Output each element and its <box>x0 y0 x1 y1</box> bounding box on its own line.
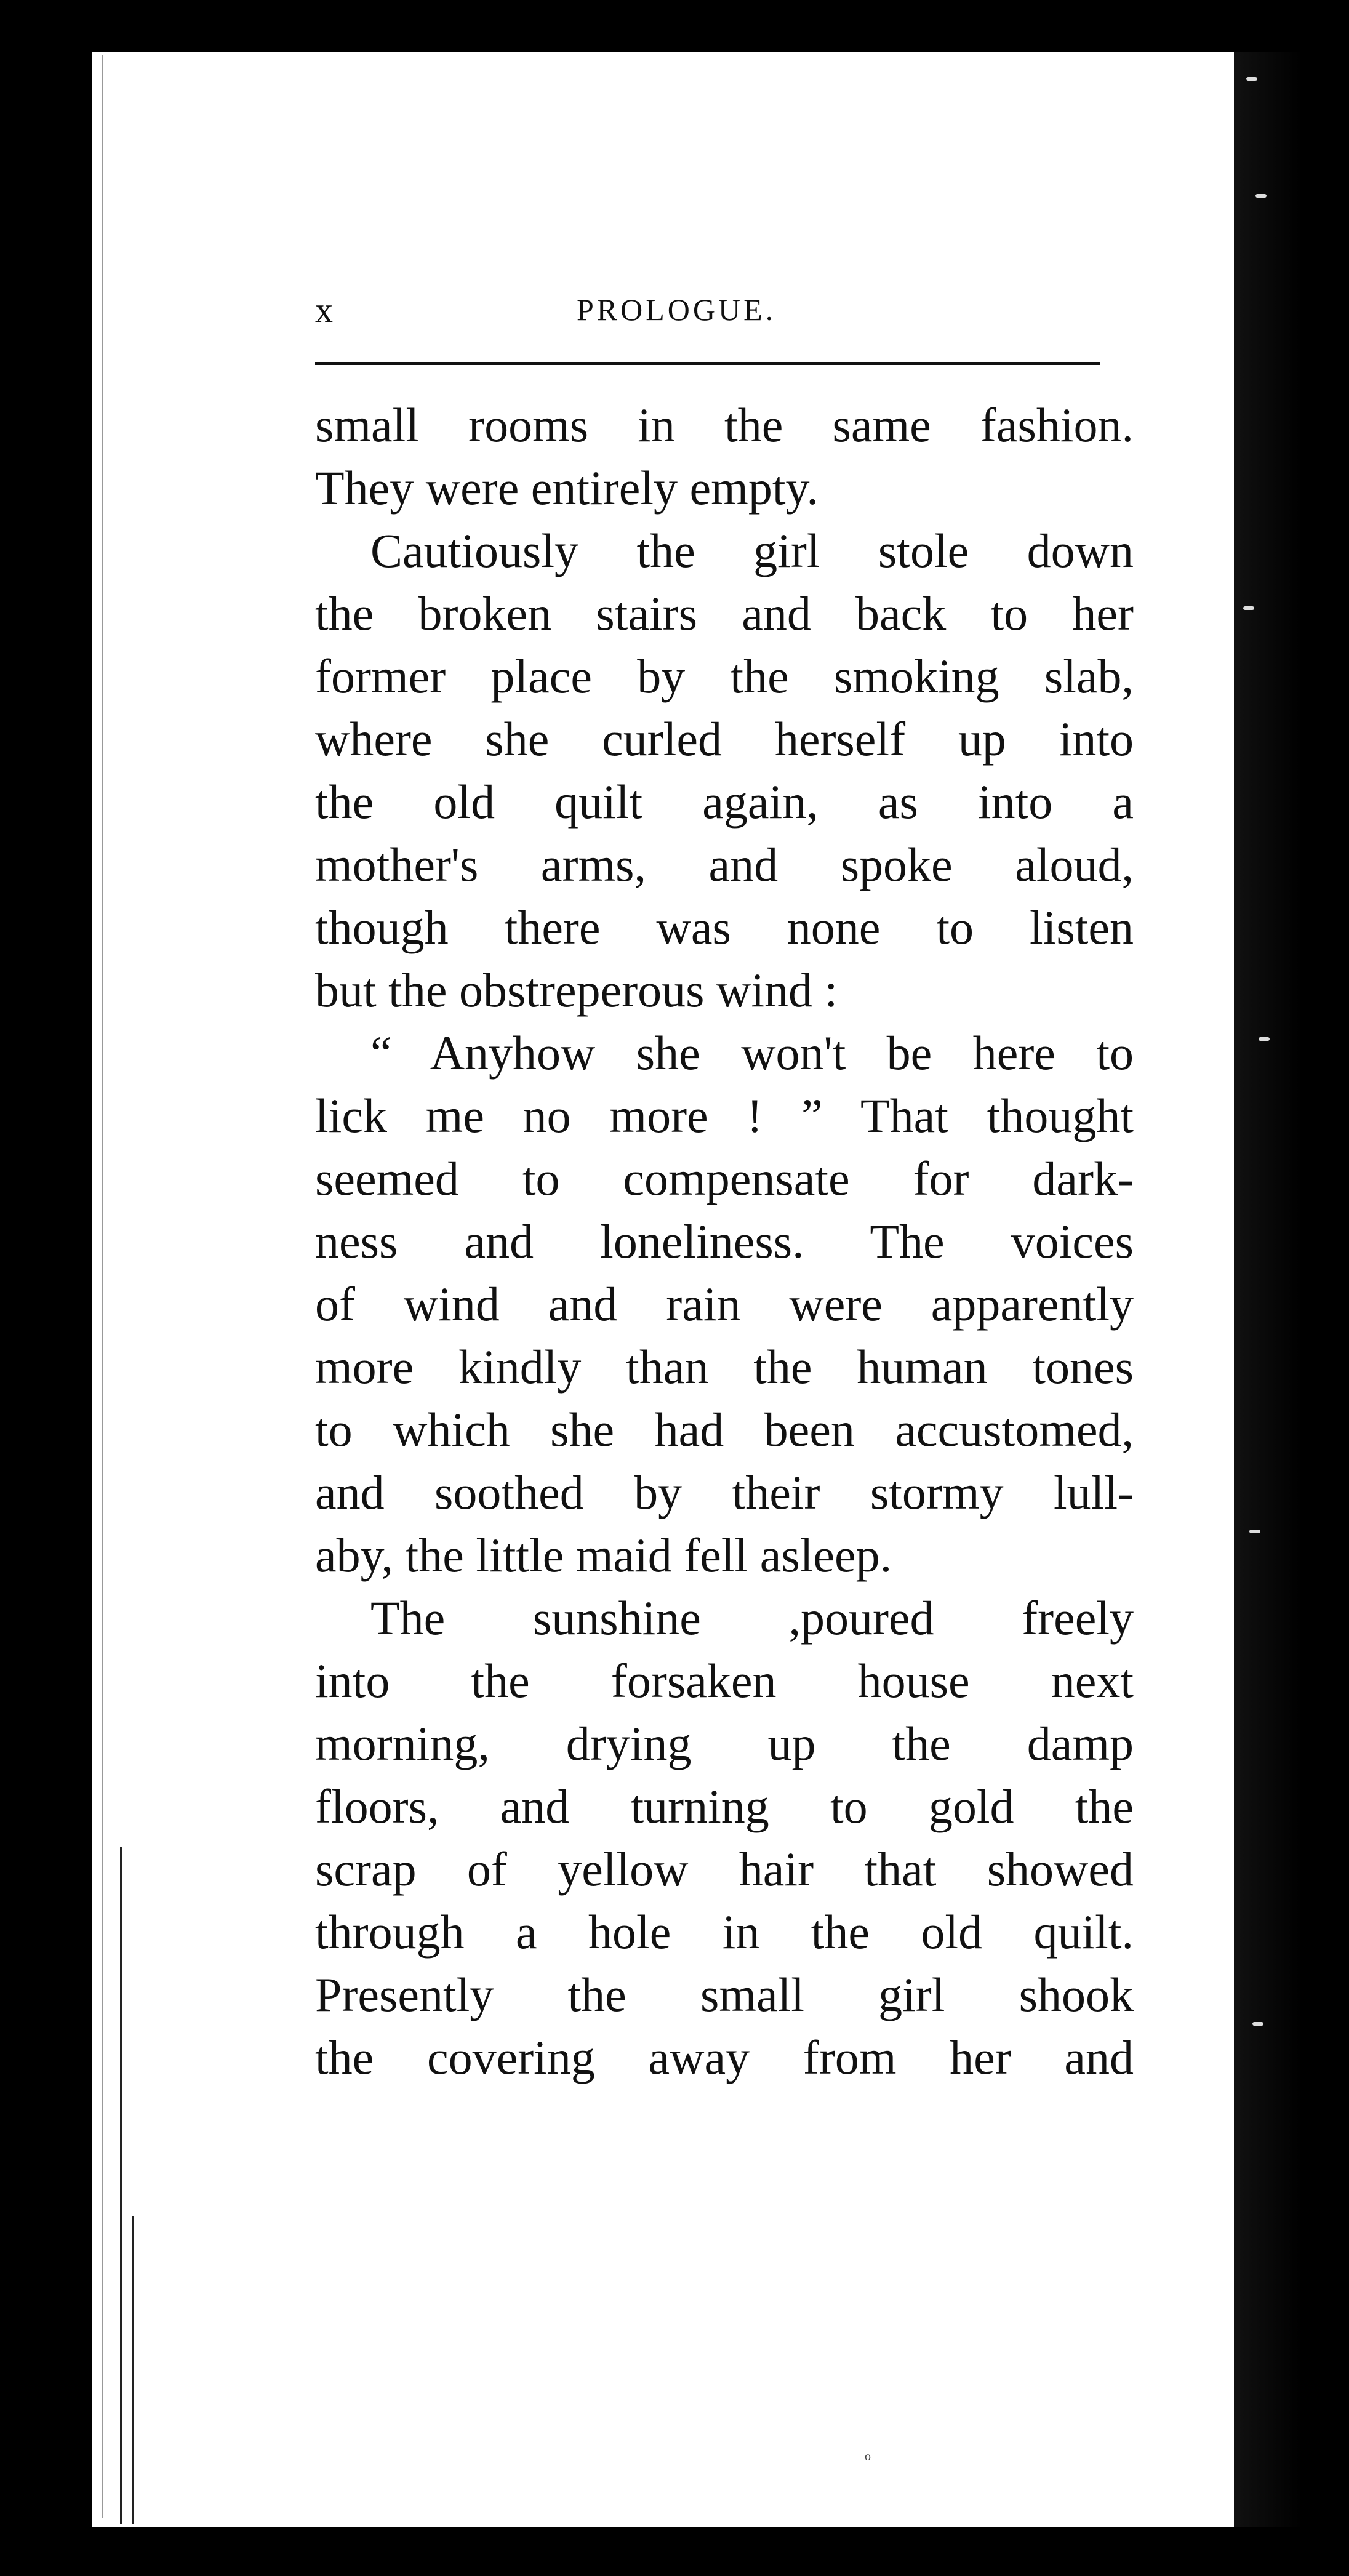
edge-speck <box>1243 606 1254 610</box>
text-line: They were entirely empty. <box>315 461 819 515</box>
text-line: the covering away from her and <box>315 2031 1134 2084</box>
running-title: PROLOGUE. <box>577 292 777 327</box>
stacked-page-edge <box>132 2216 134 2524</box>
text-line: Presently the small girl shook <box>315 1968 1134 2021</box>
header-rule <box>315 362 1100 365</box>
text-line: floors, and turning to gold the <box>315 1780 1134 1833</box>
text-line: Cautiously the girl stole down <box>370 524 1134 577</box>
stacked-page-edge <box>102 55 103 2518</box>
edge-speck <box>1259 1037 1270 1041</box>
text-line: but the obstreperous wind : <box>315 963 838 1017</box>
text-line: seemed to compensate for dark- <box>315 1152 1134 1205</box>
text-line: through a hole in the old quilt. <box>315 1905 1134 1959</box>
text-line: though there was none to listen <box>315 901 1134 954</box>
body-text <box>315 394 1134 2089</box>
text-line: scrap of yellow hair that showed <box>315 1842 1134 1896</box>
page-fore-edge <box>1234 52 1349 2527</box>
text-line: to which she had been accustomed, <box>315 1403 1134 1456</box>
edge-speck <box>1249 1530 1260 1533</box>
text-line: ness and loneliness. The voices <box>315 1214 1134 1268</box>
edge-speck <box>1255 194 1267 198</box>
page-number: x <box>315 290 333 330</box>
running-header <box>315 289 1134 339</box>
text-line: The sunshine ,poured freely <box>370 1591 1134 1645</box>
text-line: lick me no more ! ” That thought <box>315 1089 1134 1142</box>
text-line: of wind and rain were apparently <box>315 1277 1134 1331</box>
text-line: more kindly than the human tones <box>315 1340 1134 1394</box>
text-line: and soothed by their stormy lull- <box>315 1466 1134 1519</box>
text-line: “ Anyhow she won't be here to <box>370 1026 1134 1080</box>
text-line: where she curled herself up into <box>315 712 1134 766</box>
text-line: small rooms in the same fashion. <box>315 398 1134 452</box>
text-line: former place by the smoking slab, <box>315 649 1134 703</box>
stacked-page-edge <box>120 1847 122 2524</box>
footer-mark: o <box>865 2450 871 2463</box>
edge-speck <box>1252 2022 1263 2026</box>
text-line: into the forsaken house next <box>315 1654 1134 1707</box>
text-line: morning, drying up the damp <box>315 1717 1134 1770</box>
text-line: mother's arms, and spoke aloud, <box>315 838 1134 891</box>
text-line: the old quilt again, as into a <box>315 775 1134 829</box>
text-line: the broken stairs and back to her <box>315 587 1134 640</box>
text-line: aby, the little maid fell asleep. <box>315 1528 892 1582</box>
edge-speck <box>1246 77 1257 81</box>
